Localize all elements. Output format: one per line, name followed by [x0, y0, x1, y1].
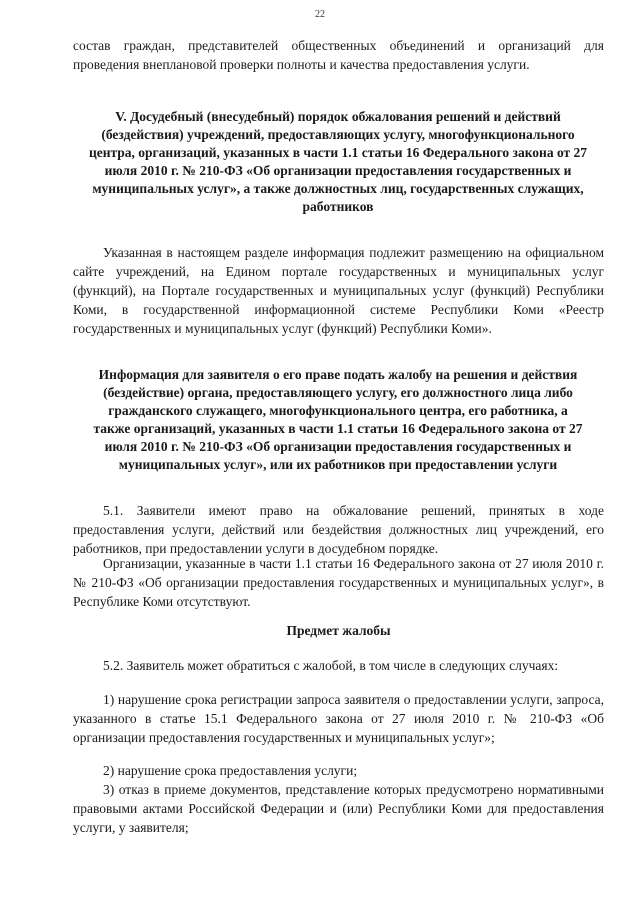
subsection-title: Информация для заявителя о его праве подать жалобу на решения и действия (бездействие) органа, предоставляющего услугу, его должностного лица либо гражданского служащего, многофункционального центра, его работника, а также организаций, указанных в части 1.1 статьи 16 Федерального закона от 27 июля 2010 г. № 210-ФЗ «Об организации предоставления государственных и муниципальных услуг», или их работников при предоставлении услуги — [93, 367, 583, 472]
page-number: 22 — [315, 9, 325, 20]
paragraph-5-2: 5.2. Заявитель может обратиться с жалобой, в том числе в следующих случаях: — [103, 658, 559, 673]
list-item-1: 1) нарушение срока регистрации запроса заявителя о предоставлении услуги, запроса, указанного в статье 15.1 Федерального закона от 27 июля 2010 г. № 210-ФЗ «Об организации предоставления государственных и муниципальных услуг»; — [73, 692, 604, 745]
intro-paragraph: состав граждан, представителей общественных объединений и организаций для проведения внеплановой проверки полноты и качества предоставления услуги. — [73, 38, 604, 72]
section-info-paragraph: Указанная в настоящем разделе информация подлежит размещению на официальном сайте учреждений, на Едином портале государственных и муниципальных услуг (функций), на Портале государственных и муниципальных услуг (функций) Республики Коми, в государственной информационной системе Республики Коми «Реестр государственных и муниципальных услуг (функций) Республики Коми». — [73, 245, 604, 336]
list-item-3: 3) отказ в приеме документов, представление которых предусмотрено нормативными правовыми актами Российской Федерации и (или) Республики Коми для предоставления услуги, у заявителя; — [73, 782, 604, 835]
heading-complaint-subject: Предмет жалобы — [286, 623, 391, 638]
paragraph-organizations: Организации, указанные в части 1.1 статьи 16 Федерального закона от 27 июля 2010 г. № 210-ФЗ «Об организации предоставления государственных и муниципальных услуг», в Республике Коми отсутствуют. — [73, 556, 604, 609]
list-item-2: 2) нарушение срока предоставления услуги; — [103, 763, 358, 778]
section-title: V. Досудебный (внесудебный) порядок обжалования решений и действий (бездействия) учреждений, предоставляющих услугу, многофункционального центра, организаций, указанных в части 1.1 статьи 16 Федерального закона от 27 июля 2010 г. № 210-ФЗ «Об организации предоставления государственных и муниципальных услуг», а также должностных лиц, государственных служащих, работников — [88, 109, 588, 214]
paragraph-5-1: 5.1. Заявители имеют право на обжалование решений, принятых в ходе предоставления услуги, действий или бездействия должностных лиц учреждений, его работников, при предоставлении услуги в досудебном порядке. — [73, 503, 604, 556]
